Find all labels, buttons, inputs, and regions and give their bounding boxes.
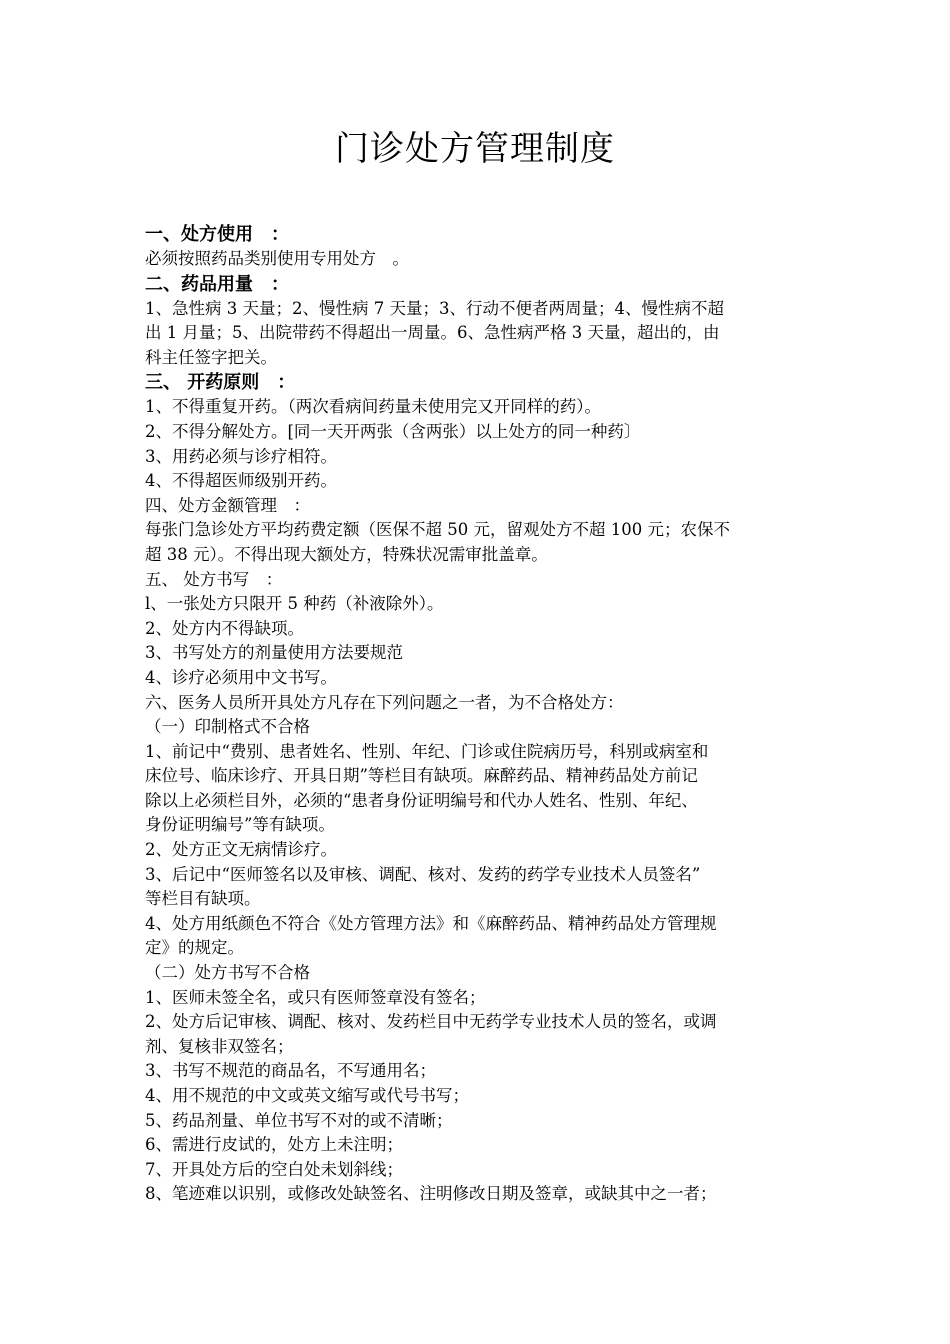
text-line: 3、书写不规范的商品名，不写通用名；	[145, 1061, 436, 1081]
text-line: 4、用不规范的中文或英文缩写或代号书写；	[145, 1086, 469, 1105]
text-line: 4、不得超医师级别开药。	[145, 471, 337, 491]
text-line: 3、书写处方的剂量使用方法要规范	[145, 643, 403, 663]
text-line: 4、处方用纸颜色不符合《处方管理方法》和《麻醉药品、精神药品处方管理规	[145, 913, 717, 933]
text-line: 必须按照药品类别使用专用处方 。	[145, 249, 409, 268]
text-line: 7、开具处方后的空白处未划斜线；	[145, 1159, 403, 1179]
text-line: 1、不得重复开药。（两次看病间药量未使用完又开同样的药）。	[145, 397, 601, 417]
text-line: 6、需进行皮试的，处方上未注明；	[145, 1135, 403, 1155]
text-line: 等栏目有缺项。	[145, 889, 261, 909]
text-line: 出 1 月量；5、出院带药不得超出一周量。6、急性病严格 3 天量，超出的，由	[145, 323, 720, 343]
section-heading: 二、药品用量 ：	[145, 273, 289, 295]
text-line: 六、医务人员所开具处方凡存在下列问题之一者，为不合格处方：	[145, 692, 624, 712]
text-line: 1、急性病 3 天量；2、慢性病 7 天量；3、行动不便者两周量；4、慢性病不超	[145, 298, 724, 318]
text-line: 科主任签字把关。	[145, 347, 277, 367]
text-line: 1、前记中“费别、患者姓名、性别、年纪、门诊或住院病历号，科别或病室和	[145, 741, 709, 761]
text-line: 3、后记中“医师签名以及审核、调配、核对、发药的药学专业技术人员签名”	[145, 864, 701, 884]
text-line: 2、处方正文无病情诊疗。	[145, 840, 337, 860]
text-line: l、一张处方只限开 5 种药（补液除外）。	[145, 594, 444, 614]
text-line: （一）印制格式不合格	[145, 717, 310, 737]
text-line: （二）处方书写不合格	[145, 963, 310, 983]
text-line: 五、 处方书写 ：	[145, 569, 283, 589]
section-heading: 三、 开药原则 ：	[145, 372, 296, 394]
text-line: 超 38 元）。不得出现大额处方，特殊状况需审批盖章。	[145, 544, 548, 564]
text-line: 4、诊疗必须用中文书写。	[145, 667, 337, 687]
text-line: 1、医师未签全名，或只有医师签章没有签名；	[145, 987, 486, 1007]
text-line: 床位号、临床诊疗、开具日期”等栏目有缺项。麻醉药品、精神药品处方前记	[145, 766, 698, 786]
text-line: 定》的规定。	[145, 938, 244, 958]
text-line: 剂、复核非双签名；	[145, 1036, 294, 1056]
text-line: 2、不得分解处方。[同一天开两张（含两张）以上处方的同一种药〕	[145, 421, 641, 441]
text-line: 5、药品剂量、单位书写不对的或不清晰；	[145, 1110, 453, 1130]
text-line: 2、处方内不得缺项。	[145, 618, 304, 638]
document-title: 门诊处方管理制度	[335, 129, 615, 169]
text-line: 每张门急诊处方平均药费定额（医保不超 50 元，留观处方不超 100 元；农保不	[145, 520, 730, 540]
text-line: 2、处方后记审核、调配、核对、发药栏目中无药学专业技术人员的签名，或调	[145, 1012, 717, 1032]
document-body	[145, 222, 807, 1207]
text-line: 身份证明编号”等有缺项。	[145, 815, 335, 835]
text-line: 3、用药必须与诊疗相符。	[145, 446, 337, 466]
text-line: 除以上必须栏目外，必须的“患者身份证明编号和代办人姓名、性别、年纪、	[145, 790, 698, 810]
text-line: 四、处方金额管理 ：	[145, 495, 310, 515]
section-heading: 一、处方使用 ：	[145, 224, 289, 245]
text-line: 8、笔迹难以识别，或修改处缺签名、注明修改日期及签章，或缺其中之一者；	[145, 1184, 717, 1204]
